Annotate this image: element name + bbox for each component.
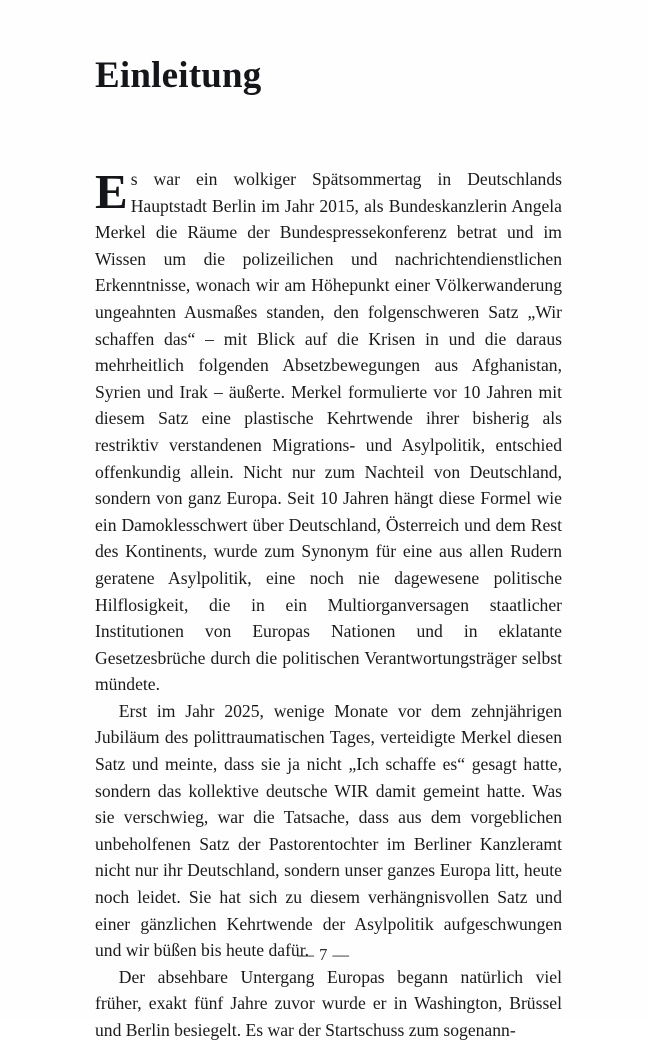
chapter-title: Einleitung xyxy=(95,55,262,96)
paragraph-2: Erst im Jahr 2025, wenige Monate vor dem zehnjährigen Jubiläum des polittraumatischen Tages, verteidigte Merkel diesen Satz und meinte, dass sie ja nicht „Ich schaffe es“ gesagt hatte, sondern das kollektive deutsche WIR damit gemeint hatte. Was sie verschwieg, war die Tatsache, dass aus dem vorgeblichen unbeholfenen Satz der Pastorentochter im Berliner Kanzleramt nicht nur ihr Deutschland, sondern unser ganzes Europa litt, heute noch leidet. Sie hat sich zu diesem verhängnisvollen Satz und einer gänzlichen Kehrtwende der Asylpolitik aufgeschwungen und wir büßen bis heute dafür. xyxy=(95,700,562,961)
paragraph-3: Der absehbare Untergang Europas begann natürlich viel früher, exakt fünf Jahre zuvor wurde er in Washington, Brüssel und Berlin besiegelt. Es war der Startschuss zum sogenann- xyxy=(95,966,562,1040)
page-folio: — 7 — xyxy=(297,945,350,964)
body-text-block xyxy=(95,166,562,1044)
paragraph-1: Es war ein wolkiger Spätsommertag in Deutschlands Hauptstadt Berlin im Jahr 2015, als Bundeskanzlerin Angela Merkel die Räume der Bundespressekonferenz betrat und im Wissen um die polizeilichen und nachrichtendienstlichen Erkenntnisse, wonach wir am Höhepunkt einer Völkerwanderung ungeahnten Ausmaßes standen, den folgenschweren Satz „Wir schaffen das“ – mit Blick auf die Krisen in und die daraus mehrheitlich folgenden Absetzbewegungen aus Afghanistan, Syrien und Irak – äußerte. Merkel formulierte vor 10 Jahren mit diesem Satz eine plastische Kehrtwende ihrer bisherig als restriktiv verstandenen Migrations- und Asylpolitik, entschied offenkundig allein. Nicht nur zum Nachteil von Deutschland, sondern von ganz Europa. Seit 10 Jahren hängt diese Formel wie ein Damoklesschwert über Deutschland, Österreich und dem Rest des Kontinents, wurde zum Synonym für eine aus allen Rudern geratene Asylpolitik, eine noch nie dagewesene politische Hilflosigkeit, die in ein Multiorganversagen staatlicher Institutionen von Europas Nationen und in eklatante Gesetzesbrüche durch die politischen Verantwortungsträger selbst mündete. xyxy=(95,164,562,695)
